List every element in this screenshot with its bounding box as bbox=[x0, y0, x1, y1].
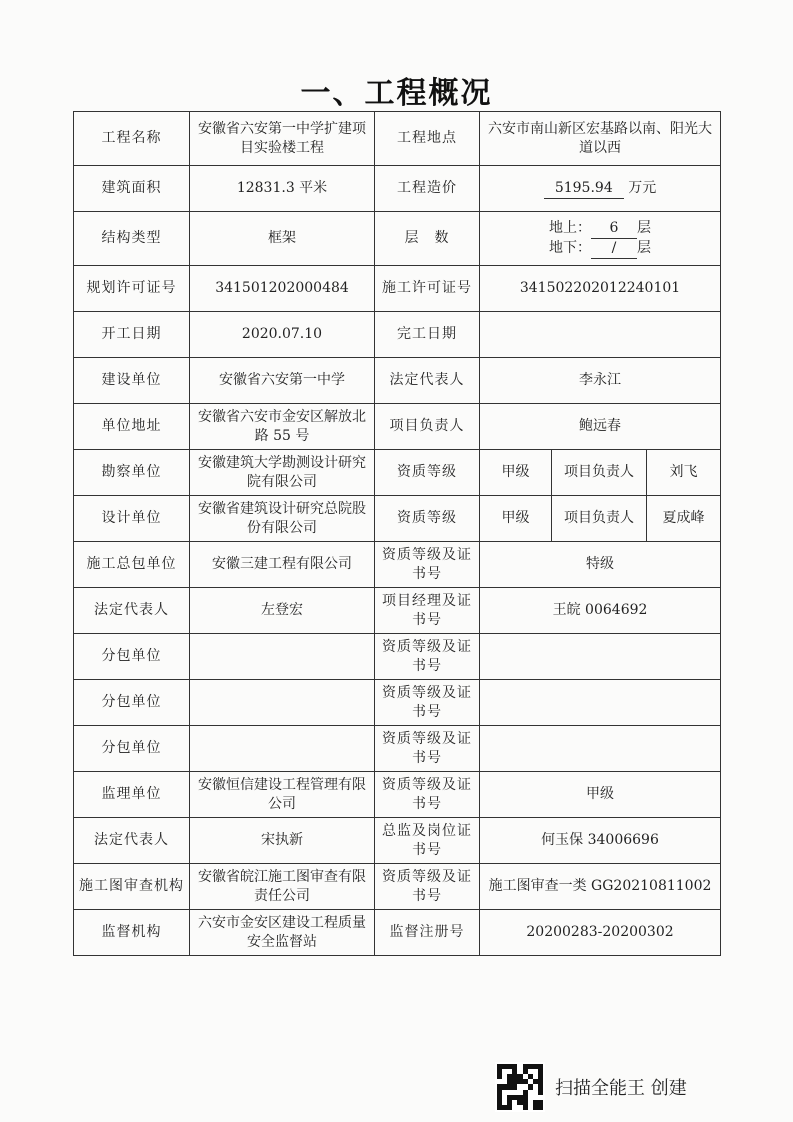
design-unit-value: 安徽省建筑设计研究总院股份有限公司 bbox=[190, 496, 375, 542]
scanner-watermark bbox=[495, 1062, 687, 1112]
project-manager-value: 王皖 0064692 bbox=[480, 588, 721, 634]
row-label: 施工图审查机构 bbox=[74, 864, 190, 910]
survey-grade-value: 甲级 bbox=[480, 450, 552, 496]
client-value: 安徽省六安第一中学 bbox=[190, 358, 375, 404]
chief-supervisor-value: 何玉保 34006696 bbox=[480, 818, 721, 864]
table-row bbox=[74, 542, 721, 588]
table-row bbox=[74, 910, 721, 956]
project-overview-table bbox=[73, 111, 721, 956]
row-label: 分包单位 bbox=[74, 634, 190, 680]
subcontractor-value bbox=[190, 634, 375, 680]
row-label: 法定代表人 bbox=[74, 818, 190, 864]
row-label: 结构类型 bbox=[74, 212, 190, 266]
row-label: 监理单位 bbox=[74, 772, 190, 818]
floor-unit: 层 bbox=[637, 239, 652, 256]
general-contractor-value: 安徽三建工程有限公司 bbox=[190, 542, 375, 588]
floors-above-value: 6 bbox=[591, 219, 637, 239]
row-label: 勘察单位 bbox=[74, 450, 190, 496]
row-label: 项目负责人 bbox=[552, 450, 647, 496]
table-row bbox=[74, 404, 721, 450]
survey-pm-value: 刘飞 bbox=[647, 450, 721, 496]
row-label: 单位地址 bbox=[74, 404, 190, 450]
row-label: 工程造价 bbox=[375, 166, 480, 212]
row-label: 法定代表人 bbox=[74, 588, 190, 634]
table-row bbox=[74, 818, 721, 864]
supervision-registration-value: 20200283-20200302 bbox=[480, 910, 721, 956]
project-leader-value: 鲍远春 bbox=[480, 404, 721, 450]
contractor-legal-rep-value: 左登宏 bbox=[190, 588, 375, 634]
row-label: 设计单位 bbox=[74, 496, 190, 542]
supervision-grade-value: 甲级 bbox=[480, 772, 721, 818]
table-row bbox=[74, 112, 721, 166]
subcontractor-value bbox=[190, 680, 375, 726]
table-row bbox=[74, 166, 721, 212]
subcontractor-value bbox=[190, 726, 375, 772]
subcontractor-grade-value bbox=[480, 680, 721, 726]
row-label: 规划许可证号 bbox=[74, 266, 190, 312]
drawing-review-value: 安徽省皖江施工图审查有限责任公司 bbox=[190, 864, 375, 910]
floors-below-label: 地下： bbox=[549, 239, 592, 256]
row-label: 监督机构 bbox=[74, 910, 190, 956]
design-grade-value: 甲级 bbox=[480, 496, 552, 542]
row-label: 资质等级及证书号 bbox=[375, 680, 480, 726]
project-name-value: 安徽省六安第一中学扩建项目实验楼工程 bbox=[190, 112, 375, 166]
floors-cell bbox=[480, 212, 721, 266]
completion-date-value bbox=[480, 312, 721, 358]
floors-below-value: / bbox=[591, 239, 637, 259]
design-pm-value: 夏成峰 bbox=[647, 496, 721, 542]
survey-unit-value: 安徽建筑大学勘测设计研究院有限公司 bbox=[190, 450, 375, 496]
table-row bbox=[74, 358, 721, 404]
row-label: 开工日期 bbox=[74, 312, 190, 358]
table-row bbox=[74, 450, 721, 496]
table-row bbox=[74, 588, 721, 634]
row-label: 资质等级及证书号 bbox=[375, 864, 480, 910]
row-label: 项目负责人 bbox=[375, 404, 480, 450]
row-label: 工程地点 bbox=[375, 112, 480, 166]
planning-permit-value: 341501202000484 bbox=[190, 266, 375, 312]
structure-type-value: 框架 bbox=[190, 212, 375, 266]
row-label: 分包单位 bbox=[74, 726, 190, 772]
page-title: 一、工程概况 bbox=[300, 76, 493, 111]
address-value: 安徽省六安市金安区解放北路 55 号 bbox=[190, 404, 375, 450]
row-label: 总监及岗位证书号 bbox=[375, 818, 480, 864]
supervision-unit-value: 安徽恒信建设工程管理有限公司 bbox=[190, 772, 375, 818]
row-label: 施工总包单位 bbox=[74, 542, 190, 588]
floors-above bbox=[484, 219, 716, 239]
drawing-review-grade-value: 施工图审查一类 GG20210811002 bbox=[480, 864, 721, 910]
project-cost-value: 5195.94 bbox=[544, 179, 624, 199]
table-row bbox=[74, 864, 721, 910]
table-row bbox=[74, 726, 721, 772]
row-label: 项目负责人 bbox=[552, 496, 647, 542]
contractor-grade-value: 特级 bbox=[480, 542, 721, 588]
supervision-legal-rep-value: 宋执新 bbox=[190, 818, 375, 864]
table-row bbox=[74, 772, 721, 818]
table-row bbox=[74, 312, 721, 358]
row-label: 资质等级 bbox=[375, 496, 480, 542]
floor-unit: 层 bbox=[637, 219, 652, 236]
row-label: 资质等级及证书号 bbox=[375, 542, 480, 588]
table-row bbox=[74, 266, 721, 312]
supervision-agency-value: 六安市金安区建设工程质量安全监督站 bbox=[190, 910, 375, 956]
watermark-text: 扫描全能王 创建 bbox=[555, 1078, 687, 1099]
project-cost-cell bbox=[480, 166, 721, 212]
row-label: 工程名称 bbox=[74, 112, 190, 166]
row-label: 资质等级及证书号 bbox=[375, 772, 480, 818]
row-label: 建设单位 bbox=[74, 358, 190, 404]
row-label: 完工日期 bbox=[375, 312, 480, 358]
subcontractor-grade-value bbox=[480, 634, 721, 680]
row-label: 资质等级及证书号 bbox=[375, 726, 480, 772]
floors-below bbox=[484, 239, 716, 259]
row-label: 分包单位 bbox=[74, 680, 190, 726]
table-row bbox=[74, 634, 721, 680]
qr-code-icon bbox=[495, 1062, 545, 1112]
construction-permit-value: 341502202012240101 bbox=[480, 266, 721, 312]
row-label: 法定代表人 bbox=[375, 358, 480, 404]
building-area-value: 12831.3 平米 bbox=[190, 166, 375, 212]
row-label: 项目经理及证书号 bbox=[375, 588, 480, 634]
row-label: 监督注册号 bbox=[375, 910, 480, 956]
row-label: 资质等级 bbox=[375, 450, 480, 496]
start-date-value: 2020.07.10 bbox=[190, 312, 375, 358]
table-row bbox=[74, 212, 721, 266]
subcontractor-grade-value bbox=[480, 726, 721, 772]
table-row bbox=[74, 680, 721, 726]
row-label: 施工许可证号 bbox=[375, 266, 480, 312]
row-label: 建筑面积 bbox=[74, 166, 190, 212]
table-row bbox=[74, 496, 721, 542]
legal-rep-value: 李永江 bbox=[480, 358, 721, 404]
row-label: 层 数 bbox=[375, 212, 480, 266]
project-cost-unit: 万元 bbox=[628, 179, 657, 196]
floors-above-label: 地上： bbox=[549, 219, 592, 236]
project-location-value: 六安市南山新区宏基路以南、阳光大道以西 bbox=[480, 112, 721, 166]
row-label: 资质等级及证书号 bbox=[375, 634, 480, 680]
